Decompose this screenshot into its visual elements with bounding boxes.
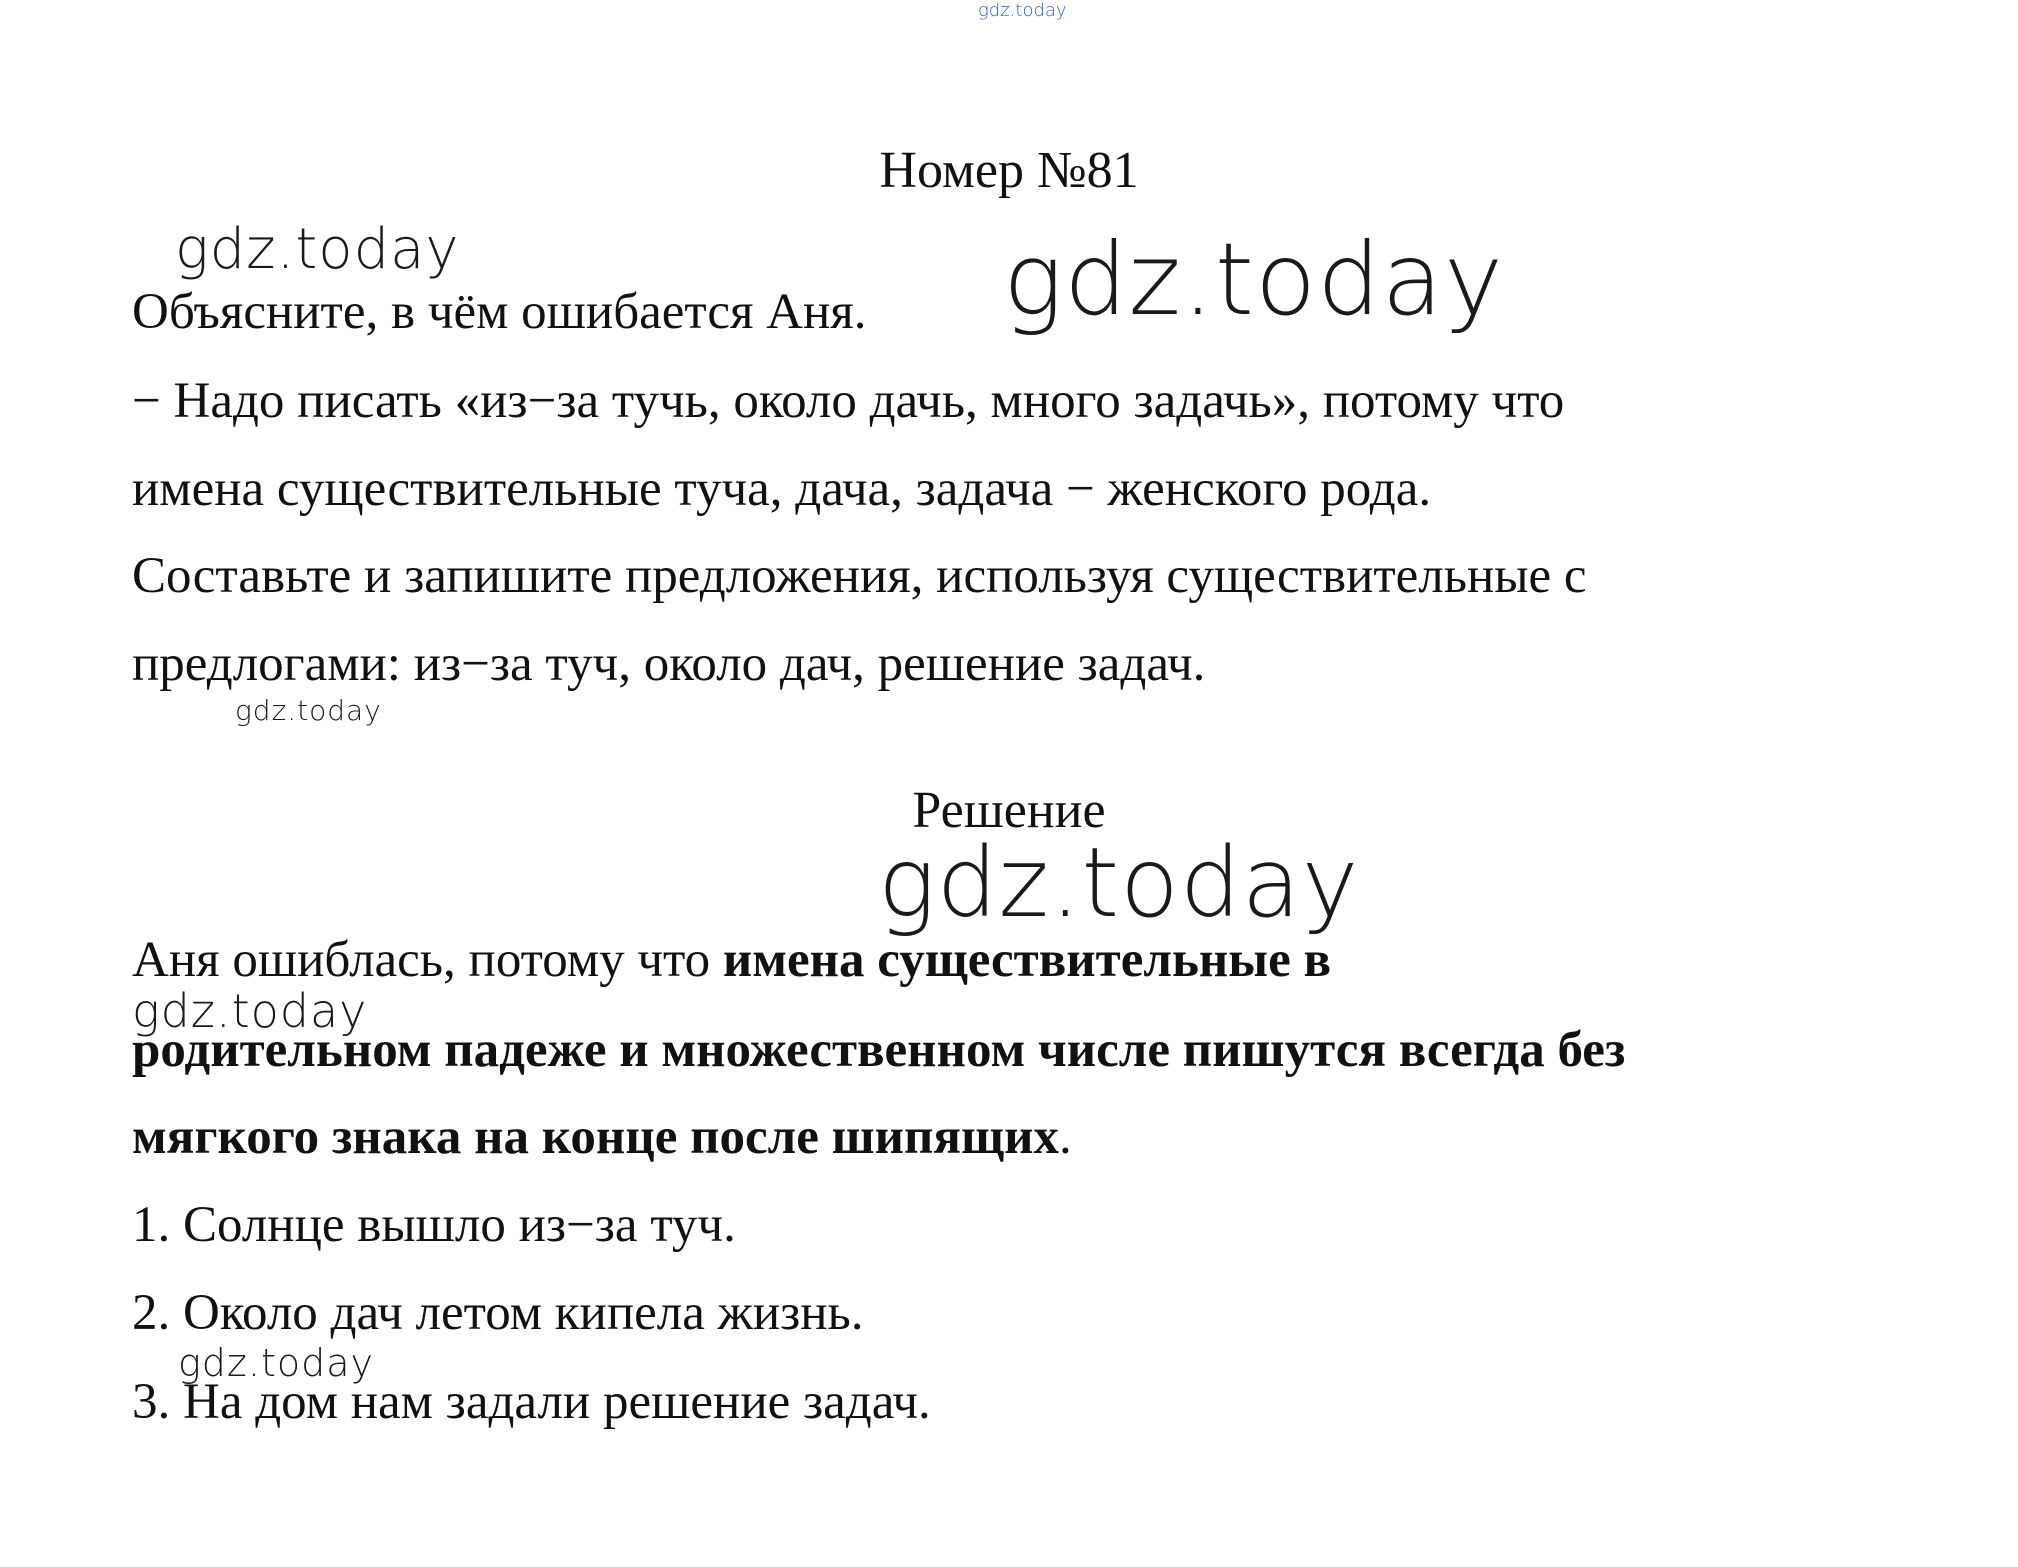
task-line-1: Объясните, в чём ошибается Аня.: [132, 284, 867, 340]
watermark-5: gdz.today: [132, 984, 368, 1038]
solution-title: Решение: [912, 782, 1106, 839]
solution-line-2-bold: родительном падеже и множественном числе пишутся всегда без: [132, 1022, 1626, 1078]
solution-line-3: [132, 1109, 1072, 1165]
solution-line-1-normal: Аня ошиблась, потому что: [132, 932, 723, 988]
sentence-1: 1. Солнце вышло из−за туч.: [132, 1197, 736, 1253]
watermark-1: gdz.today: [175, 217, 460, 282]
solution-line-2: [132, 1022, 1626, 1078]
watermark-2: gdz.today: [1003, 221, 1505, 338]
task-line-4: Составьте и запишите предложения, используя существительные с: [132, 548, 1587, 604]
watermark-top: gdz.today: [978, 0, 1067, 21]
task-line-3: имена существительные туча, дача, задача − женского рода.: [132, 461, 1432, 517]
watermark-3: gdz.today: [235, 694, 382, 727]
solution-line-3-bold: мягкого знака на конце после шипящих: [132, 1109, 1059, 1165]
task-line-2: − Надо писать «из−за тучь, около дачь, много задачь», потому что: [132, 373, 1565, 429]
watermark-6: gdz.today: [178, 1341, 374, 1385]
solution-line-1-bold: имена существительные в: [722, 932, 1332, 988]
sentence-3: 3. На дом нам задали решение задач.: [132, 1374, 931, 1430]
task-line-5: предлогами: из−за туч, около дач, решение задач.: [132, 636, 1206, 692]
watermark-4: gdz.today: [878, 827, 1360, 939]
task-title: Номер №81: [879, 142, 1139, 199]
solution-line-1: [132, 932, 1332, 988]
solution-line-3-tail: .: [1058, 1109, 1072, 1165]
sentence-2: 2. Около дач летом кипела жизнь.: [132, 1285, 864, 1341]
